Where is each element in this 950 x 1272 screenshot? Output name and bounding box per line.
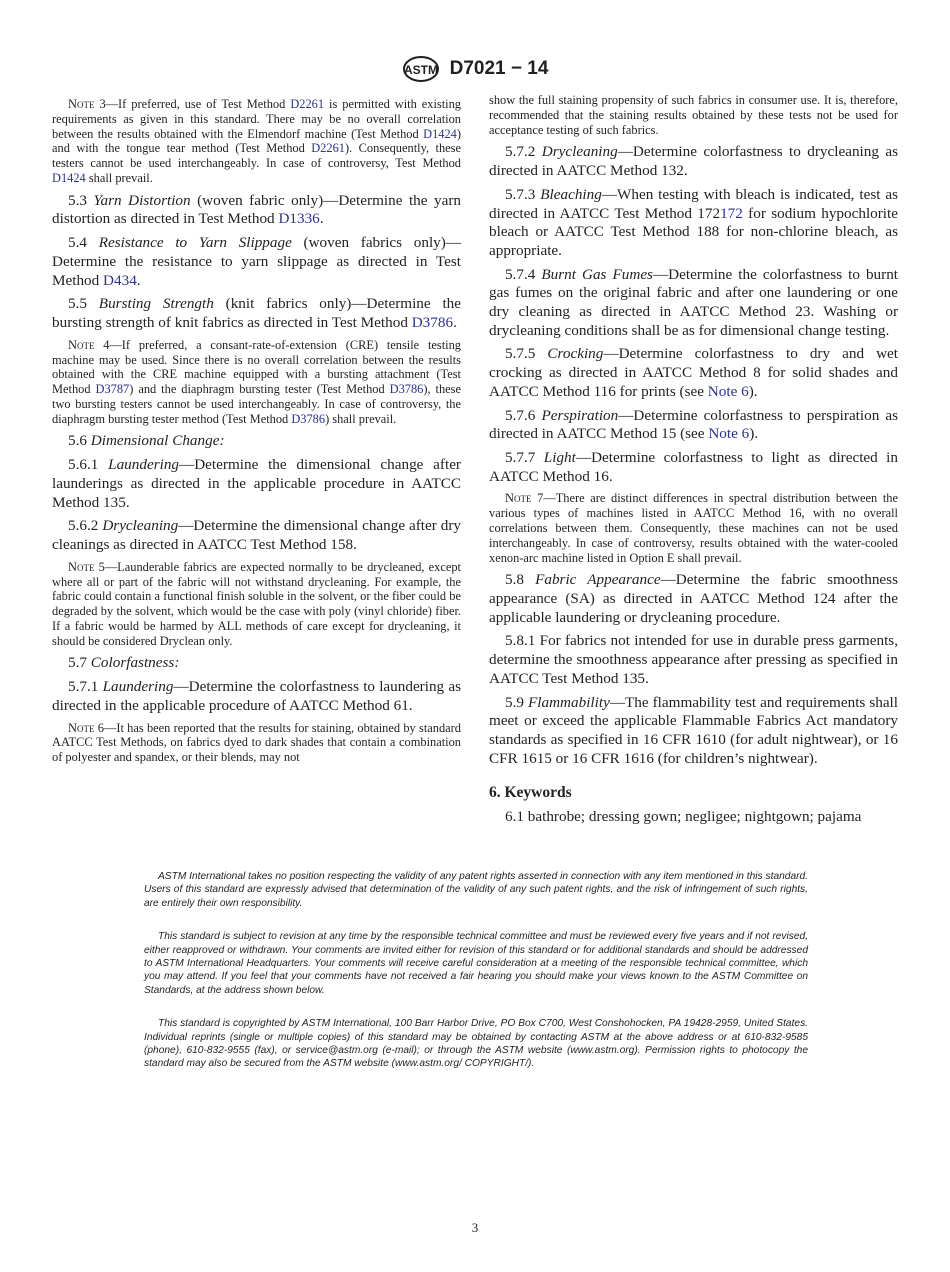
text-run: 5.7.3 xyxy=(505,185,541,203)
footer-paragraph: ASTM International takes no position respecting the validity of any patent rights asserted in connection with any item mentioned in this standard. Users of this standard are expressly advised that determination of the validity of any such patent rights, and the risk of infringement of such rights, are entirely their own responsibility. xyxy=(144,871,808,909)
standard-designation: D7021 − 14 xyxy=(449,58,549,79)
italic-term: Drycleaning xyxy=(541,143,618,161)
text-run: 5.8.1 For fabrics not intended for use in durable press garments, determine the smoothness appearance after pressing as specified in AATCC Test Method 135. xyxy=(489,632,898,687)
section-paragraph xyxy=(52,456,461,512)
text-run: —Determine the colorfastness to laundering as directed in the applicable procedure of AATCC Method 61. xyxy=(52,678,461,714)
text-run: 5.9 xyxy=(505,693,528,711)
reference-link[interactable]: D2261 xyxy=(290,97,325,111)
text-run: 5.6.2 xyxy=(68,517,103,535)
text-run: show the full staining propensity of such fabrics in consumer use. It is, therefore, recommended that the staining results obtained by these tests not be used for acceptance testing of such fabrics. xyxy=(489,93,898,137)
text-run: —Determine colorfastness to dry and wet crocking as directed in AATCC Method 8 for solid shades and AATCC Method 116 for prints (see xyxy=(489,345,898,400)
reference-link[interactable]: Note 6 xyxy=(708,425,750,443)
note-paragraph xyxy=(52,721,461,765)
italic-term: Yarn Distortion xyxy=(93,191,191,209)
reference-link[interactable]: D1336 xyxy=(278,210,320,228)
italic-term: Colorfastness: xyxy=(90,654,180,672)
italic-term: Drycleaning xyxy=(102,517,179,535)
text-run: 6. Keywords xyxy=(489,784,572,802)
text-run: —The flammability test and requirements shall meet or exceed the applicable Flammable Fabrics Act mandatory standards as specified in 16 CFR 1610 (for adult nightwear), or 16 CFR 1615 or 16 CFR 1616 (for children’s nightwear). xyxy=(489,693,898,767)
reference-link[interactable]: D3787 xyxy=(95,382,130,397)
text-run: ) shall prevail. xyxy=(325,411,397,426)
text-run: . xyxy=(136,271,141,289)
text-run: —Determine colorfastness to perspiration as directed in AATCC Method 15 (see xyxy=(489,406,899,443)
text-run: —Determine colorfastness to drycleaning as directed in AATCC Method 132. xyxy=(489,143,899,180)
text-run: —When testing with bleach is indicated, test as directed in AATCC Test Method 172 xyxy=(489,185,898,222)
italic-term: Perspiration xyxy=(541,406,619,424)
text-run: ). Consequently, these testers cannot be used interchangeably. In case of controversy, Test Method xyxy=(52,141,461,171)
text-run: Note xyxy=(68,337,95,352)
text-run: 5.7.4 xyxy=(505,265,542,283)
text-run: Note xyxy=(68,559,95,574)
text-run: Note xyxy=(68,720,95,735)
italic-term: Bleaching xyxy=(540,185,602,203)
italic-term: Light xyxy=(543,448,576,466)
note-paragraph xyxy=(52,338,461,427)
right-column xyxy=(489,93,898,832)
reference-link[interactable]: D3786 xyxy=(291,411,326,426)
text-run: 5.6 xyxy=(68,432,91,450)
text-run: 5.5 xyxy=(68,295,99,313)
text-run: for sodium hypochlorite bleach or AATCC Test Method 188 for non-chlorine bleach, as appropriate. xyxy=(489,204,898,259)
text-run: 5.3 xyxy=(68,191,94,209)
text-run: ). xyxy=(748,382,758,400)
astm-logo-icon xyxy=(402,55,440,83)
section-paragraph xyxy=(489,345,898,401)
text-run: Note xyxy=(505,491,532,506)
text-run: 5.7 xyxy=(68,654,91,672)
text-run: ) and the diaphragm bursting tester (Test Method xyxy=(129,382,390,397)
text-run: ). xyxy=(749,425,759,443)
page-number: 3 xyxy=(471,1220,479,1235)
section-paragraph xyxy=(52,432,461,451)
text-run: 7—There are distinct differences in spectral distribution between the various types of machines listed in AATCC Method 16, with no overall correlations between them. Consequently, these machines can not be used interchangeably. In case of controversy, results obtained with the water-cooled xenon-arc machine listed in Option E shall prevail. xyxy=(489,491,898,565)
text-run: —Determine the dimensional change after dry cleanings as directed in AATCC Test Method 158. xyxy=(52,517,461,553)
italic-term: Flammability xyxy=(527,693,610,711)
note-paragraph xyxy=(489,93,898,137)
section-paragraph xyxy=(489,571,898,627)
page-header xyxy=(0,55,950,83)
section-paragraph xyxy=(489,449,898,486)
text-run: . xyxy=(319,210,324,228)
note-paragraph xyxy=(52,560,461,649)
note-paragraph xyxy=(52,97,461,186)
italic-term: Burnt Gas Fumes xyxy=(541,265,653,283)
section-paragraph xyxy=(489,143,898,180)
text-run: 5.4 xyxy=(68,234,99,252)
italic-term: Fabric Appearance xyxy=(535,571,661,589)
text-run: Note xyxy=(68,97,95,111)
text-run: (knit fabrics only)—Determine the bursting strength of knit fabrics as directed in Test Method xyxy=(52,295,461,331)
text-run: is permitted with existing requirements as given in this standard. There may be no overall correlation between the results obtained with the Elmendorf machine (Test Method xyxy=(52,97,461,141)
text-run: 6.1 bathrobe; dressing gown; negligee; nightgown; pajama xyxy=(505,808,862,826)
text-run: —Determine colorfastness to light as directed in AATCC Method 16. xyxy=(489,448,898,485)
note-paragraph xyxy=(489,491,898,565)
italic-term: Crocking xyxy=(547,345,604,363)
italic-term: Laundering xyxy=(102,678,174,696)
reference-link[interactable]: D3786 xyxy=(411,314,454,331)
text-run: 3—If preferred, use of Test Method xyxy=(94,97,291,111)
text-run: shall prevail. xyxy=(85,170,153,185)
text-run: 5.6.1 xyxy=(68,456,109,474)
reference-link[interactable]: 172 xyxy=(720,204,743,222)
text-run: 5.8 xyxy=(505,571,536,589)
section-paragraph xyxy=(489,808,898,827)
text-run: (woven fabrics only)—Determine the resistance to yarn slippage as directed in Test Method xyxy=(52,234,462,289)
section-paragraph xyxy=(489,407,898,444)
reference-link[interactable]: D2261 xyxy=(311,141,345,156)
text-run: 5.7.2 xyxy=(505,143,542,161)
reference-link[interactable]: D3786 xyxy=(389,382,424,397)
footer-paragraph: This standard is subject to revision at any time by the responsible technical committee and must be reviewed every five years and if not revised, either reapproved or withdrawn. Your comments are invited either for revision of this standard or for additional standards and should be addressed to ASTM International Headquarters. Your comments will receive careful consideration at a meeting of the responsible technical committee, which you may attend. If you feel that your comments have not received a fair hearing you should make your views known to the ASTM Committee on Standards, at the address shown below. xyxy=(144,931,808,996)
italic-term: Resistance to Yarn Slippage xyxy=(98,234,292,252)
left-column xyxy=(52,93,461,771)
section-paragraph xyxy=(52,654,461,673)
text-run: —Determine the colorfastness to burnt gas fumes on the original fabric and after one laundering or one dry cleaning as directed in AATCC Method 23. Washing or drycleaning conditions shall be as for dimensional change testing. xyxy=(489,265,899,339)
reference-link[interactable]: D1424 xyxy=(52,170,86,185)
text-run: 5.7.7 xyxy=(505,448,544,466)
section-paragraph xyxy=(489,632,898,688)
reference-link[interactable]: D434 xyxy=(103,271,137,289)
section-paragraph xyxy=(489,186,898,261)
text-run: 5—Launderable fabrics are expected normally to be drycleaned, except where all or part of the fabric will not withstand drycleaning. For example, the fabric could contain a functional finish soluble in the solvent, or the fiber could be degraded by the solvent, which would be the case with poly (vinyl chloride) fiber. If a fabric would be harmed by ALL methods of care except for drycleaning, it should be considered Dryclean only. xyxy=(52,559,461,648)
section-paragraph xyxy=(52,678,461,715)
text-run: 5.7.6 xyxy=(505,406,542,424)
reference-link[interactable]: Note 6 xyxy=(707,382,749,400)
section-paragraph xyxy=(52,295,461,332)
reference-link[interactable]: D1424 xyxy=(423,126,457,141)
text-run: —Determine the dimensional change after launderings as directed in the applicable procedure in AATCC Method 135. xyxy=(52,456,461,511)
legal-footer xyxy=(144,870,808,1091)
italic-term: Dimensional Change: xyxy=(90,432,225,450)
text-run: 5.7.5 xyxy=(505,345,548,363)
section-paragraph xyxy=(52,192,461,229)
text-run: 5.7.1 xyxy=(68,678,103,696)
section-paragraph xyxy=(489,694,898,769)
section-paragraph xyxy=(489,266,898,341)
text-run: —Determine the fabric smoothness appearance (SA) as directed in AATCC Method 124 after the applicable laundering or drycleaning procedure. xyxy=(489,571,898,626)
footer-paragraph: This standard is copyrighted by ASTM International, 100 Barr Harbor Drive, PO Box C700, West Conshohocken, PA 19428-2959, United States. Individual reprints (single or multiple copies) of this standard may be obtained by contacting ASTM at the above address or at 610-832-9585 (phone), 610-832-9555 (fax), or service@astm.org (e-mail); or through the ASTM website (www.astm.org). Permission rights to photocopy the standard may also be secured from the ASTM website (www.astm.org/ COPYRIGHT/). xyxy=(144,1018,808,1070)
section-heading xyxy=(489,784,898,802)
italic-term: Laundering xyxy=(108,456,180,474)
italic-term: Bursting Strength xyxy=(98,295,214,313)
text-run: ), these two bursting testers cannot be used interchangeably. In case of controversy, the diaphragm bursting tester method (Test Method xyxy=(52,382,461,426)
text-run: (woven fabric only)—Determine the yarn distortion as directed in Test Method xyxy=(52,191,461,228)
text-run: 4—If preferred, a consant-rate-of-extension (CRE) tensile testing machine may be used. Since there is no overall correlation between the results obtained with the CRE machine equipped with a bursting attachment (Test Method xyxy=(52,337,461,397)
text-run: 6—It has been reported that the results for staining, obtained by standard AATCC Test Methods, on fabrics dyed to dark shades that contain a combination of polyester and spandex, or their blends, may not xyxy=(52,720,461,765)
svg-text:ASTM: ASTM xyxy=(403,63,438,77)
section-paragraph xyxy=(52,234,461,290)
section-paragraph xyxy=(52,517,461,554)
text-run: ) and with the tongue tear method (Test Method xyxy=(52,126,461,156)
text-run: . xyxy=(453,314,457,331)
